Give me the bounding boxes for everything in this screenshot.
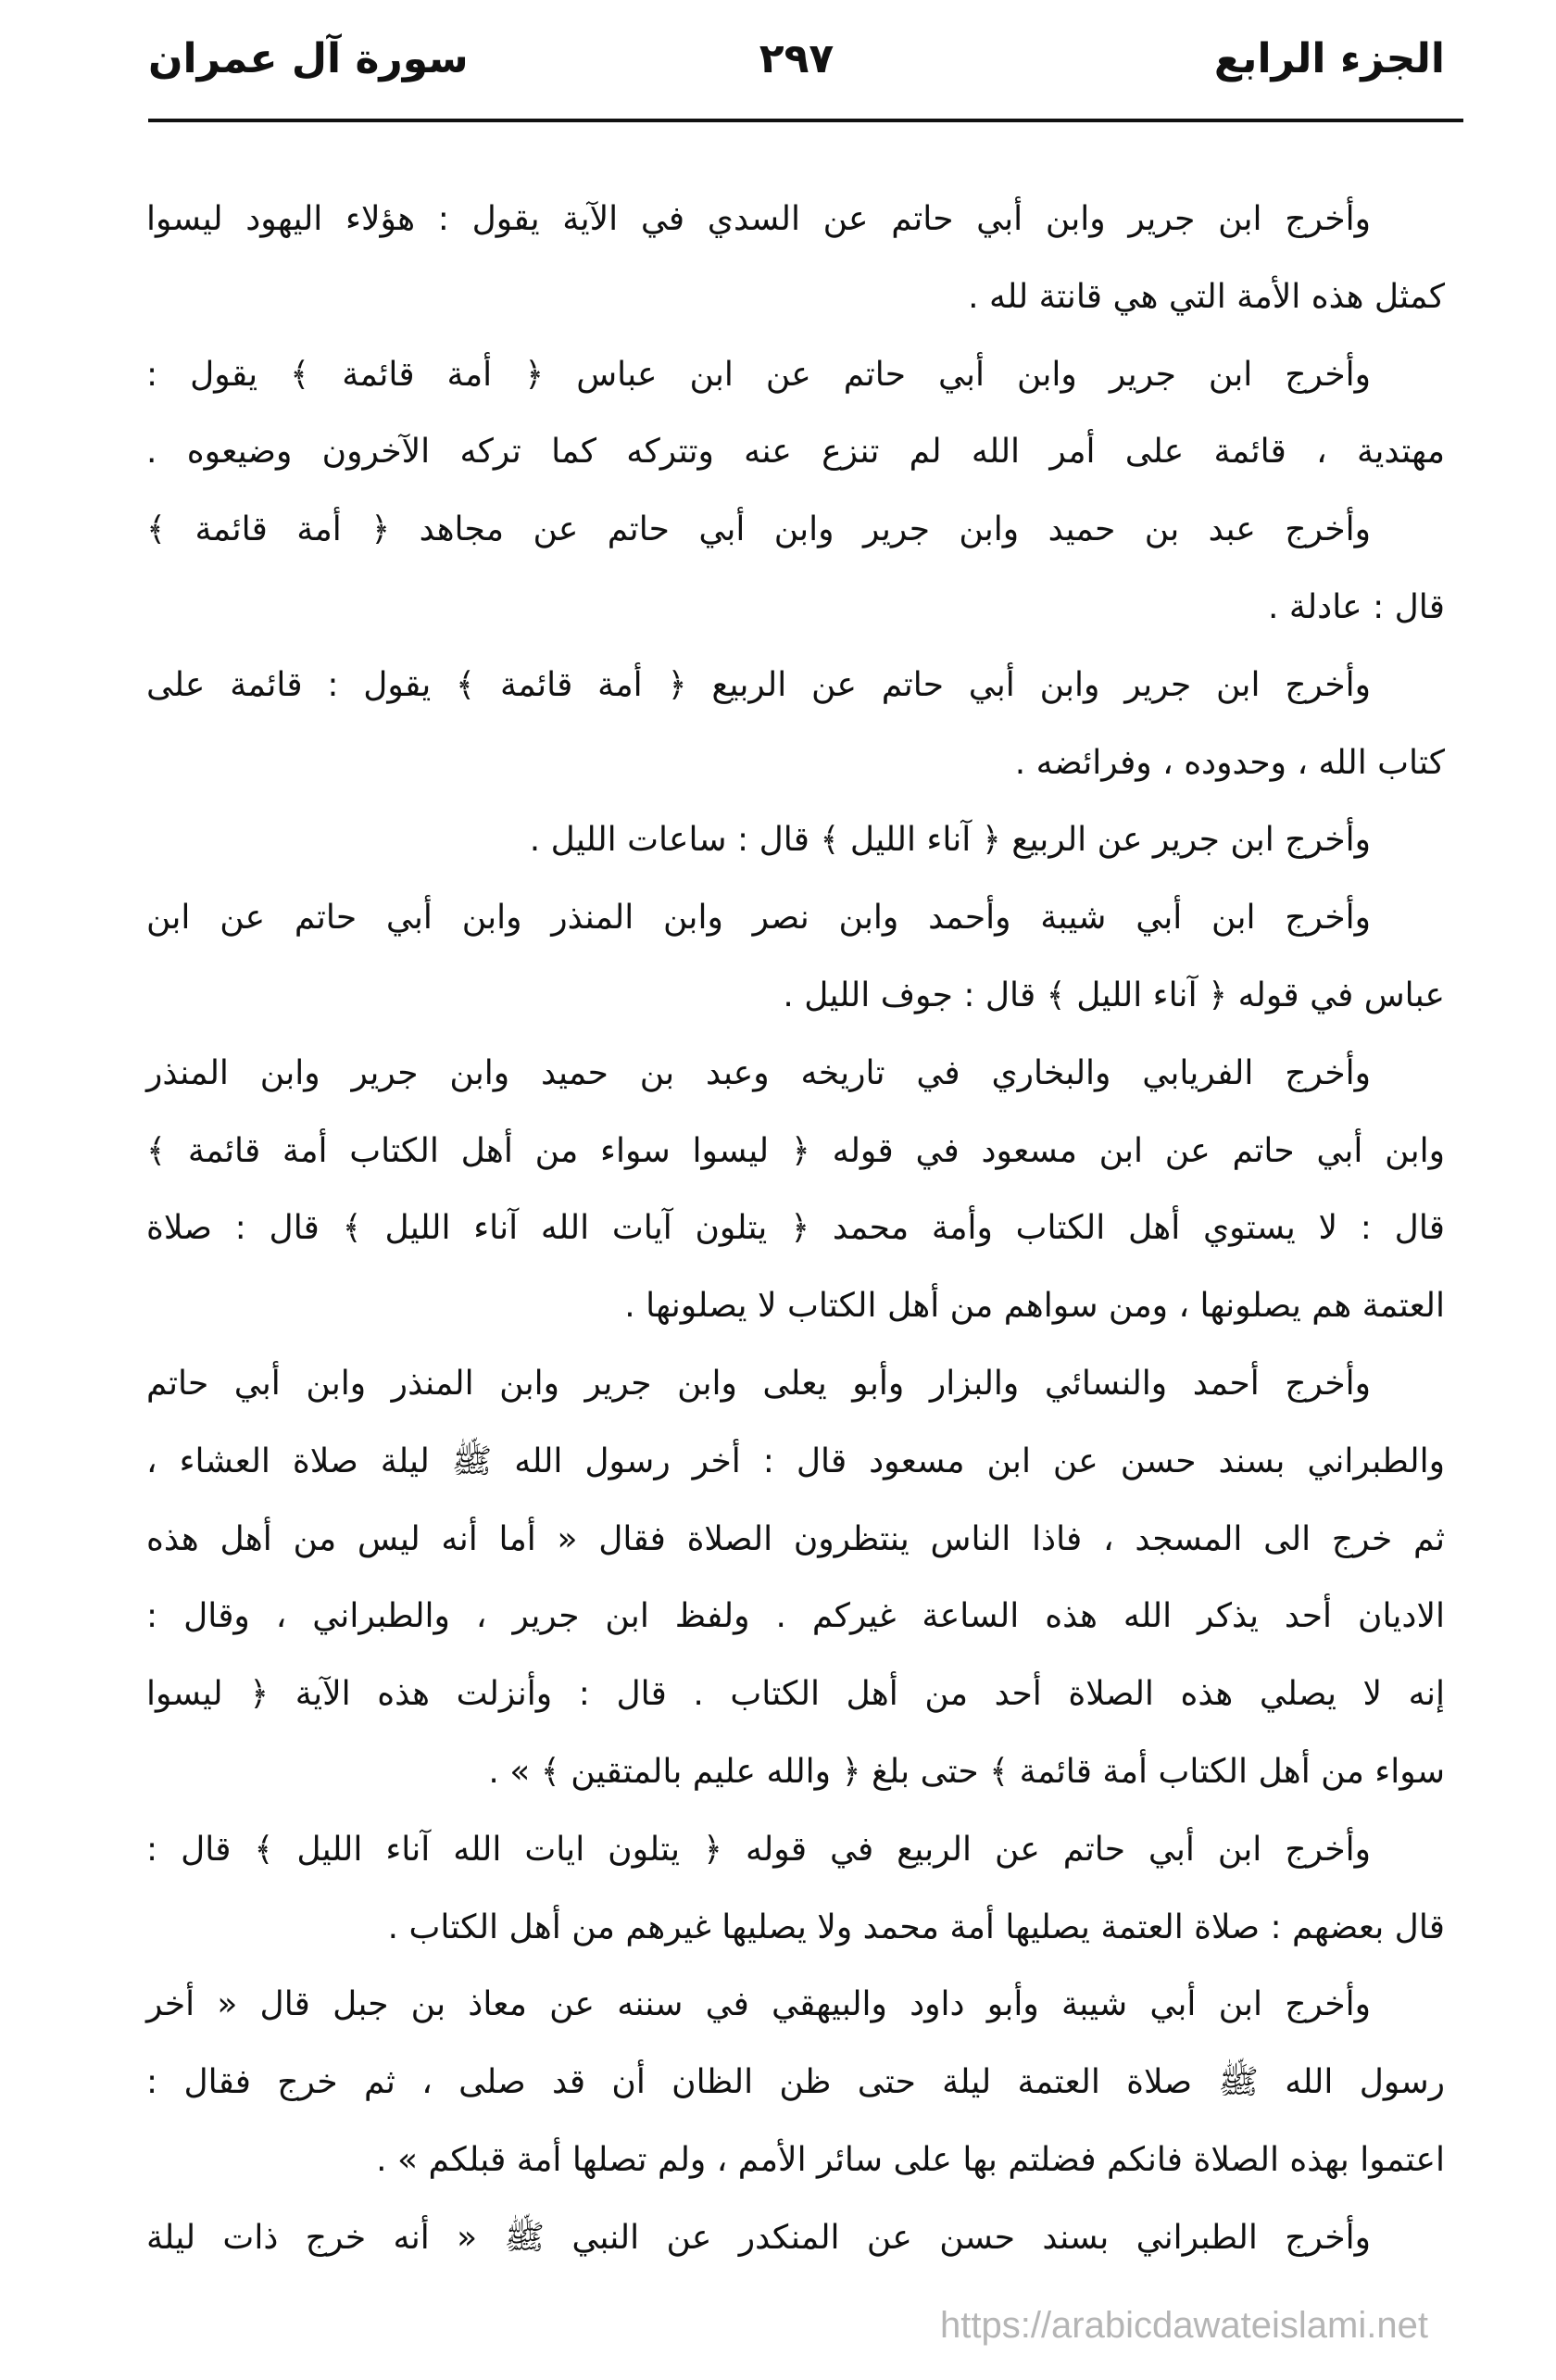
watermark-url: https://arabicdawateislami.net [940, 2305, 1428, 2346]
text-line: عباس في قوله ﴿ آناء الليل ﴾ قال : جوف الليل . [783, 976, 1445, 1014]
text-line: وأخرج الفريابي والبخاري في تاريخه وعبد بن حميد وابن جرير وابن المنذر [146, 1053, 1371, 1092]
text-line: وأخرج ابن جرير وابن أبي حاتم عن الربيع ﴿ أمة قائمة ﴾ يقول : قائمة على [146, 665, 1371, 704]
surah-title: سورة آل عمران [148, 35, 469, 82]
text-line: وأخرج ابن جرير وابن أبي حاتم عن السدي في الآية يقول : هؤلاء اليهود ليسوا [146, 200, 1371, 238]
page-body [146, 181, 1445, 2277]
text-line: وأخرج ابن أبي شيبة وأحمد وابن نصر وابن المنذر وابن أبي حاتم عن ابن [146, 899, 1371, 938]
text-line: وأخرج عبد بن حميد وابن جرير وابن أبي حاتم عن مجاهد ﴿ أمة قائمة ﴾ [146, 510, 1371, 549]
text-line: وأخرج ابن جرير وابن أبي حاتم عن ابن عباس ﴿ أمة قائمة ﴾ يقول : [146, 355, 1371, 394]
header-rule [148, 119, 1463, 122]
text-line: وأخرج ابن أبي شيبة وأبو داود والبيهقي في سننه عن معاذ بن جبل قال « أخر [146, 1985, 1371, 2024]
text-line: سواء من أهل الكتاب أمة قائمة ﴾ حتى بلغ ﴿ والله عليم بالمتقين ﴾ » . [488, 1752, 1445, 1791]
text-line: قال بعضهم : صلاة العتمة يصليها أمة محمد ولا يصليها غيرهم من أهل الكتاب . [387, 1908, 1445, 1946]
text-line: وأخرج أحمد والنسائي والبزار وأبو يعلى وابن جرير وابن المنذر وابن أبي حاتم [146, 1364, 1371, 1403]
text-line: وأخرج ابن جرير عن الربيع ﴿ آناء الليل ﴾ قال : ساعات الليل . [529, 821, 1371, 860]
text-line: والطبراني بسند حسن عن ابن مسعود قال : أخر رسول الله ﷺ ليلة صلاة العشاء ، [146, 1442, 1445, 1480]
text-line: قال : لا يستوي أهل الكتاب وأمة محمد ﴿ يتلون آيات الله آناء الليل ﴾ قال : صلاة [146, 1209, 1445, 1248]
page-header [148, 26, 1445, 109]
text-line: قال : عادلة . [1268, 587, 1445, 626]
text-line: كمثل هذه الأمة التي هي قانتة لله . [968, 277, 1445, 316]
text-line: وابن أبي حاتم عن ابن مسعود في قوله ﴿ ليسوا سواء من أهل الكتاب أمة قائمة ﴾ [146, 1131, 1445, 1170]
text-line: الاديان أحد يذكر الله هذه الساعة غيركم . ولفظ ابن جرير ، والطبراني ، وقال : [146, 1597, 1445, 1636]
part-title: الجزء الرابع [1213, 35, 1445, 82]
text-line: العتمة هم يصلونها ، ومن سواهم من أهل الكتاب لا يصلونها . [624, 1287, 1445, 1326]
text-line: إنه لا يصلي هذه الصلاة أحد من أهل الكتاب . قال : وأنزلت هذه الآية ﴿ ليسوا [146, 1675, 1445, 1714]
text-line: ثم خرج الى المسجد ، فاذا الناس ينتظرون الصلاة فقال « أما أنه ليس من أهل هذه [146, 1519, 1445, 1558]
text-line: وأخرج الطبراني بسند حسن عن المنكدر عن النبي ﷺ « أنه خرج ذات ليلة [146, 2218, 1371, 2257]
text-line: اعتموا بهذه الصلاة فانكم فضلتم بها على سائر الأمم ، ولم تصلها أمة قبلكم » . [376, 2140, 1445, 2179]
text-line: وأخرج ابن أبي حاتم عن الربيع في قوله ﴿ يتلون ايات الله آناء الليل ﴾ قال : [146, 1830, 1371, 1869]
text-line: كتاب الله ، وحدوده ، وفرائضه . [1014, 743, 1445, 782]
text-line: مهتدية ، قائمة على أمر الله لم تنزع عنه وتتركه كما تركه الآخرون وضيعوه . [146, 433, 1445, 472]
text-line: رسول الله ﷺ صلاة العتمة ليلة حتى ظن الظان أن قد صلى ، ثم خرج فقال : [146, 2063, 1445, 2102]
page-number: ٢٩٧ [759, 35, 834, 82]
